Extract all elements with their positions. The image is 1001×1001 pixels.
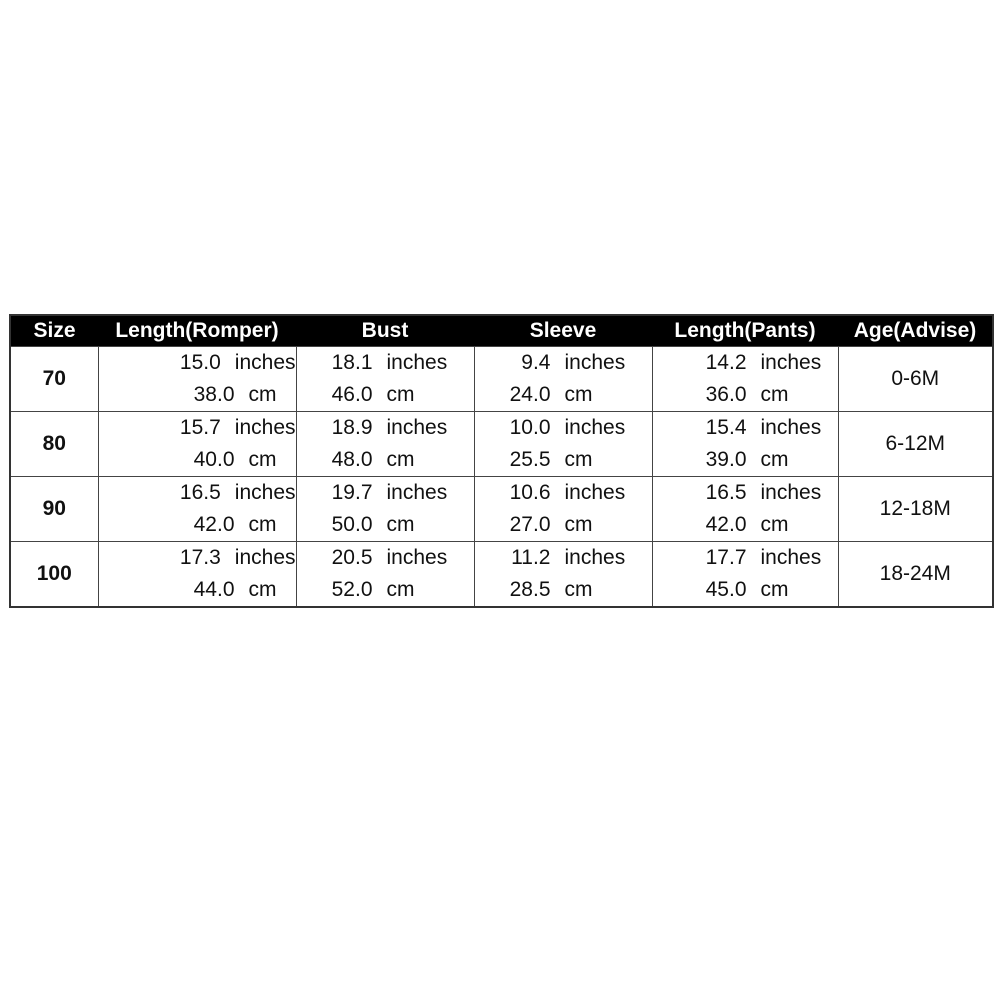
- cm-line: [475, 576, 652, 604]
- cm-unit: cm: [760, 513, 789, 536]
- sleeve-cell: [474, 412, 652, 477]
- sleeve-measurement: [475, 414, 652, 474]
- cm-value: 44.0: [193, 577, 235, 601]
- length-pants-measurement: [653, 349, 838, 409]
- inches-unit: inches: [234, 351, 296, 374]
- bust-cell: [296, 542, 474, 607]
- inches-line: [297, 479, 474, 507]
- length-pants-measurement: [653, 544, 838, 604]
- cm-value: 39.0: [705, 448, 747, 471]
- cm-value: 42.0: [705, 513, 747, 536]
- inches-line: [653, 349, 838, 377]
- cm-unit: cm: [564, 448, 593, 471]
- header-size: Size: [10, 315, 98, 347]
- inches-line: [297, 414, 474, 442]
- cm-line: [653, 576, 838, 604]
- sleeve-cell: [474, 542, 652, 607]
- cm-value: 40.0: [193, 448, 235, 471]
- header-bust: Bust: [296, 315, 474, 347]
- cm-unit: cm: [386, 383, 415, 406]
- cm-value: 52.0: [331, 577, 373, 601]
- cm-line: [475, 446, 652, 474]
- cm-line: [297, 511, 474, 539]
- cm-unit: cm: [564, 383, 593, 406]
- length-romper-measurement: [99, 479, 296, 539]
- length-romper-cell: [98, 477, 296, 542]
- inches-unit: inches: [564, 545, 626, 569]
- header-row: [10, 315, 993, 347]
- inches-value: 9.4: [521, 351, 551, 374]
- sleeve-measurement: [475, 544, 652, 604]
- inches-line: [475, 479, 652, 507]
- length-pants-cell: [652, 477, 838, 542]
- length-pants-cell: [652, 347, 838, 412]
- inches-line: [99, 479, 296, 507]
- inches-value: 15.0: [179, 351, 221, 374]
- bust-measurement: [297, 349, 474, 409]
- table-row: [10, 477, 993, 542]
- inches-unit: inches: [386, 481, 448, 504]
- cm-unit: cm: [248, 513, 277, 536]
- inches-line: [99, 349, 296, 377]
- inches-unit: inches: [564, 481, 626, 504]
- inches-line: [475, 349, 652, 377]
- inches-line: [475, 414, 652, 442]
- inches-unit: inches: [760, 351, 822, 374]
- cm-line: [297, 446, 474, 474]
- inches-value: 18.1: [331, 351, 373, 374]
- inches-value: 15.4: [705, 416, 747, 439]
- cm-line: [297, 381, 474, 409]
- cm-line: [99, 576, 296, 604]
- cm-value: 45.0: [705, 577, 747, 601]
- inches-value: 14.2: [705, 351, 747, 374]
- sleeve-cell: [474, 347, 652, 412]
- length-pants-measurement: [653, 479, 838, 539]
- bust-measurement: [297, 544, 474, 604]
- length-romper-cell: [98, 347, 296, 412]
- cm-unit: cm: [248, 577, 277, 601]
- cm-value: 50.0: [331, 513, 373, 536]
- size-cell: 70: [10, 347, 98, 412]
- length-romper-measurement: [99, 349, 296, 409]
- inches-unit: inches: [234, 416, 296, 439]
- cm-line: [475, 511, 652, 539]
- inches-value: 17.7: [705, 545, 747, 569]
- inches-unit: inches: [386, 545, 448, 569]
- cm-unit: cm: [760, 577, 789, 601]
- cm-value: 27.0: [509, 513, 551, 536]
- inches-value: 10.0: [509, 416, 551, 439]
- age-cell: 18-24M: [838, 542, 993, 607]
- cm-unit: cm: [564, 513, 593, 536]
- bust-measurement: [297, 479, 474, 539]
- inches-unit: inches: [386, 416, 448, 439]
- cm-line: [653, 381, 838, 409]
- inches-line: [475, 544, 652, 572]
- inches-line: [297, 544, 474, 572]
- cm-unit: cm: [386, 577, 415, 601]
- cm-line: [653, 511, 838, 539]
- header-age-advise: Age(Advise): [838, 315, 993, 347]
- cm-unit: cm: [760, 448, 789, 471]
- inches-unit: inches: [564, 416, 626, 439]
- inches-unit: inches: [564, 351, 626, 374]
- inches-unit: inches: [234, 545, 296, 569]
- cm-value: 46.0: [331, 383, 373, 406]
- inches-unit: inches: [234, 481, 296, 504]
- header-length-pants: Length(Pants): [652, 315, 838, 347]
- header-length-romper: Length(Romper): [98, 315, 296, 347]
- size-cell: 90: [10, 477, 98, 542]
- inches-value: 16.5: [179, 481, 221, 504]
- sleeve-cell: [474, 477, 652, 542]
- inches-value: 10.6: [509, 481, 551, 504]
- cm-value: 38.0: [193, 383, 235, 406]
- inches-line: [297, 349, 474, 377]
- age-cell: 0-6M: [838, 347, 993, 412]
- cm-line: [475, 381, 652, 409]
- inches-value: 11.2: [511, 545, 551, 569]
- inches-value: 17.3: [179, 545, 221, 569]
- length-pants-cell: [652, 412, 838, 477]
- inches-value: 16.5: [705, 481, 747, 504]
- length-romper-cell: [98, 412, 296, 477]
- cm-unit: cm: [386, 513, 415, 536]
- inches-line: [653, 544, 838, 572]
- inches-unit: inches: [760, 416, 822, 439]
- cm-value: 25.5: [509, 448, 551, 471]
- inches-line: [653, 414, 838, 442]
- inches-unit: inches: [386, 351, 448, 374]
- bust-cell: [296, 477, 474, 542]
- length-romper-measurement: [99, 414, 296, 474]
- size-chart-table: [9, 314, 994, 608]
- inches-line: [99, 414, 296, 442]
- sleeve-measurement: [475, 349, 652, 409]
- length-romper-measurement: [99, 544, 296, 604]
- cm-line: [653, 446, 838, 474]
- inches-value: 20.5: [331, 545, 373, 569]
- header-sleeve: Sleeve: [474, 315, 652, 347]
- length-pants-measurement: [653, 414, 838, 474]
- bust-cell: [296, 347, 474, 412]
- table-row: [10, 542, 993, 607]
- cm-value: 28.5: [509, 577, 551, 601]
- inches-unit: inches: [760, 545, 822, 569]
- length-pants-cell: [652, 542, 838, 607]
- age-cell: 6-12M: [838, 412, 993, 477]
- cm-value: 48.0: [331, 448, 373, 471]
- inches-line: [99, 544, 296, 572]
- age-cell: 12-18M: [838, 477, 993, 542]
- cm-unit: cm: [386, 448, 415, 471]
- inches-value: 19.7: [331, 481, 373, 504]
- cm-unit: cm: [564, 577, 593, 601]
- cm-line: [99, 446, 296, 474]
- cm-value: 36.0: [705, 383, 747, 406]
- cm-unit: cm: [248, 383, 277, 406]
- table-row: [10, 412, 993, 477]
- cm-line: [297, 576, 474, 604]
- size-cell: 80: [10, 412, 98, 477]
- bust-measurement: [297, 414, 474, 474]
- cm-value: 24.0: [509, 383, 551, 406]
- inches-value: 15.7: [179, 416, 221, 439]
- cm-line: [99, 381, 296, 409]
- length-romper-cell: [98, 542, 296, 607]
- cm-value: 42.0: [193, 513, 235, 536]
- cm-unit: cm: [760, 383, 789, 406]
- size-cell: 100: [10, 542, 98, 607]
- bust-cell: [296, 412, 474, 477]
- sleeve-measurement: [475, 479, 652, 539]
- cm-unit: cm: [248, 448, 277, 471]
- cm-line: [99, 511, 296, 539]
- inches-unit: inches: [760, 481, 822, 504]
- table-row: [10, 347, 993, 412]
- inches-value: 18.9: [331, 416, 373, 439]
- inches-line: [653, 479, 838, 507]
